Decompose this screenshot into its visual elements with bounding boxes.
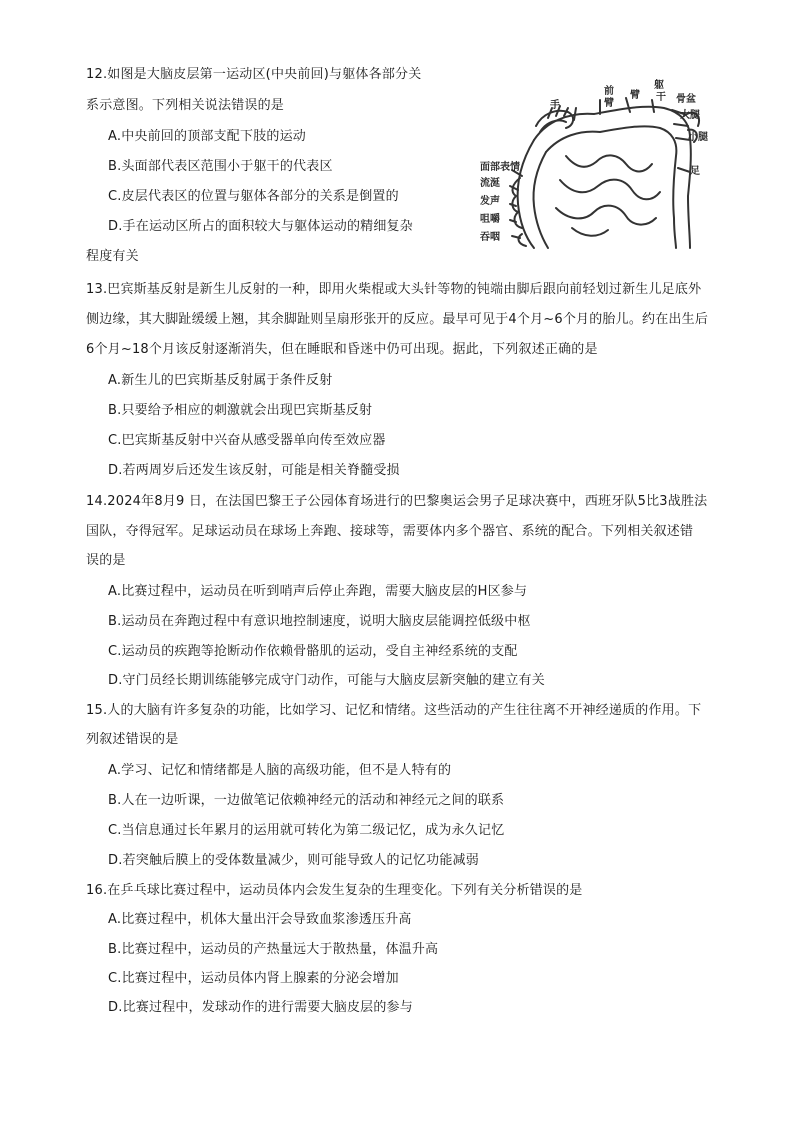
q13-option-a: A.新生儿的巴宾斯基反射属于条件反射 — [108, 373, 333, 388]
figure-label-pelvis: 骨盆 — [676, 94, 696, 105]
figure-label-face: 面部表情 — [480, 162, 520, 173]
q12-option-a: A.中央前回的顶部支配下肢的运动 — [108, 129, 306, 144]
q16-stem-line1: 16.在乒乓球比赛过程中，运动员体内会发生复杂的生理变化。下列有关分析错误的是 — [86, 883, 583, 898]
figure-label-chew: 咀嚼 — [480, 214, 500, 225]
figure-label-swallow: 吞咽 — [480, 232, 500, 243]
q14-option-d: D.守门员经长期训练能够完成守门动作，可能与大脑皮层新突触的建立有关 — [108, 673, 545, 688]
q15-stem-line1: 15.人的大脑有许多复杂的功能，比如学习、记忆和情绪。这些活动的产生往往离不开神经递质的作用。下 — [86, 703, 702, 718]
q12-option-d-continued: 程度有关 — [86, 249, 139, 264]
figure-label-trunk-top: 躯 — [654, 80, 664, 91]
q12-stem-line1: 12.如图是大脑皮层第一运动区(中央前回)与躯体各部分关 — [86, 67, 422, 82]
q15-option-b: B.人在一边听课，一边做笔记依赖神经元的活动和神经元之间的联系 — [108, 793, 505, 808]
q15-option-a: A.学习、记忆和情绪都是人脑的高级功能，但不是人特有的 — [108, 763, 452, 778]
q16-option-a: A.比赛过程中，机体大量出汗会导致血浆渗透压升高 — [108, 912, 412, 927]
q15-option-d: D.若突触后膜上的受体数量减少，则可能导致人的记忆功能减弱 — [108, 853, 479, 868]
figure-label-vocal: 发声 — [480, 196, 500, 207]
q15-option-c: C.当信息通过长年累月的运用就可转化为第二级记忆，成为永久记忆 — [108, 823, 505, 838]
q16-option-c: C.比赛过程中，运动员体内肾上腺素的分泌会增加 — [108, 971, 399, 986]
q12-option-b: B.头面部代表区范围小于躯干的代表区 — [108, 159, 333, 174]
figure-label-forearm-top: 前 — [604, 86, 614, 97]
q14-stem-line2: 国队，夺得冠军。足球运动员在球场上奔跑、接球等，需要体内多个器官、系统的配合。下列相关叙述错 — [86, 524, 694, 539]
figure-label-salivate: 流涎 — [480, 178, 500, 189]
figure-label-arm: 臂 — [630, 90, 640, 101]
q13-option-b: B.只要给予相应的刺激就会出现巴宾斯基反射 — [108, 403, 373, 418]
q12-option-d: D.手在运动区所占的面积较大与躯体运动的精细复杂 — [108, 219, 413, 234]
figure-label-foot: 足 — [690, 166, 700, 177]
q14-stem-line1: 14.2024年8月9 日，在法国巴黎王子公园体育场进行的巴黎奥运会男子足球决赛中，西班牙队5比3战胜法 — [86, 494, 708, 509]
q16-option-b: B.比赛过程中，运动员的产热量远大于散热量，体温升高 — [108, 942, 439, 957]
figure-label-trunk-bottom: 干 — [656, 92, 666, 103]
figure-label-hand: 手 — [550, 100, 560, 111]
q13-stem-line3: 6个月~18个月该反射逐渐消失，但在睡眠和昏迷中仍可出现。据此，下列叙述正确的是 — [86, 342, 598, 357]
q12-option-c: C.皮层代表区的位置与躯体各部分的关系是倒置的 — [108, 189, 399, 204]
q16-option-d: D.比赛过程中，发球动作的进行需要大脑皮层的参与 — [108, 1000, 413, 1015]
q14-option-a: A.比赛过程中，运动员在听到哨声后停止奔跑，需要大脑皮层的H区参与 — [108, 584, 528, 599]
q12-stem-line2: 系示意图。下列相关说法错误的是 — [86, 98, 285, 113]
motor-cortex-figure — [476, 78, 712, 250]
q13-stem-line2: 侧边缘，其大脚趾缓缓上翘，其余脚趾则呈扇形张开的反应。最早可见于4个月~6个月的胎儿。约在出生后 — [86, 312, 709, 327]
figure-label-forearm-bottom: 臂 — [604, 98, 614, 109]
q14-option-c: C.运动员的疾跑等抢断动作依赖骨骼肌的运动，受自主神经系统的支配 — [108, 644, 518, 659]
q14-stem-line3: 误的是 — [86, 553, 126, 568]
figure-label-calf: 小腿 — [688, 132, 708, 143]
q13-stem-line1: 13.巴宾斯基反射是新生儿反射的一种，即用火柴棍或大头针等物的钝端由脚后跟向前轻划过新生儿足底外 — [86, 282, 702, 297]
q13-option-c: C.巴宾斯基反射中兴奋从感受器单向传至效应器 — [108, 433, 386, 448]
figure-label-thigh: 大腿 — [680, 110, 700, 121]
q14-option-b: B.运动员在奔跑过程中有意识地控制速度，说明大脑皮层能调控低级中枢 — [108, 614, 531, 629]
q15-stem-line2: 列叙述错误的是 — [86, 732, 179, 747]
q13-option-d: D.若两周岁后还发生该反射，可能是相关脊髓受损 — [108, 463, 400, 478]
